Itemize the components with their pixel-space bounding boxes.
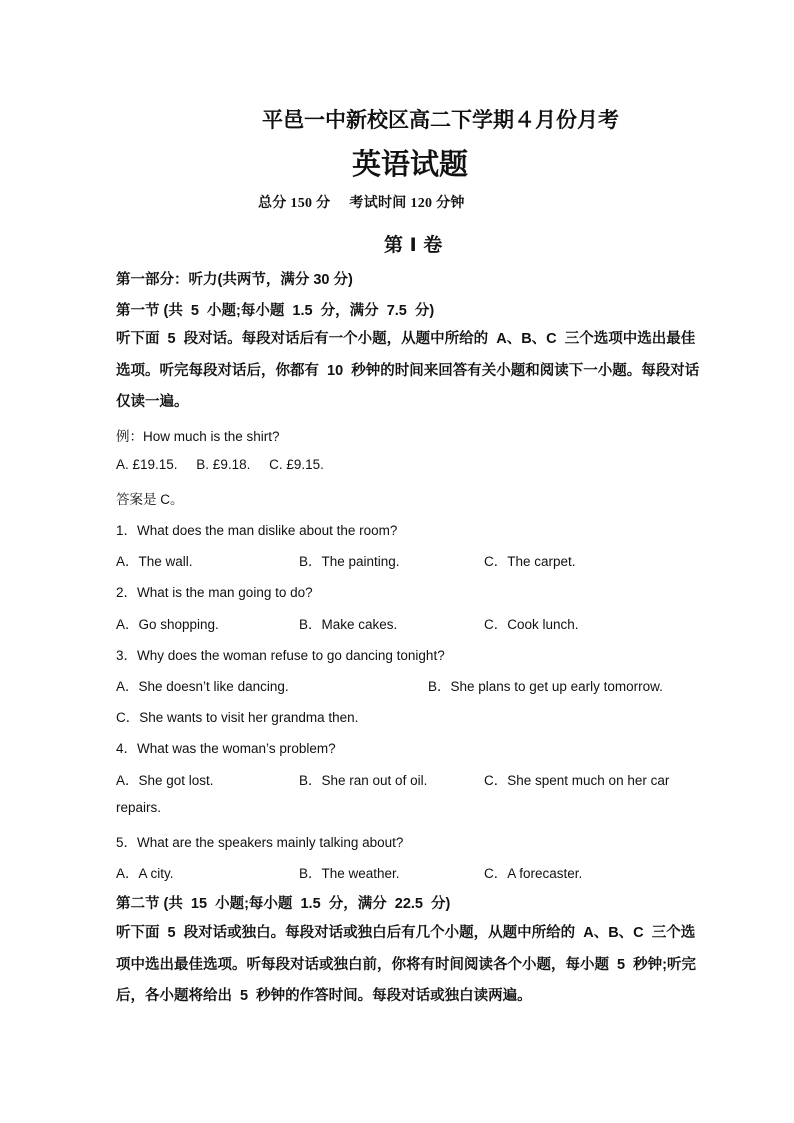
option-b: B．The painting. (299, 554, 400, 569)
option-c: C．A forecaster. (484, 866, 583, 881)
volume-title: 第 Ⅰ 卷 (384, 234, 443, 256)
school-title: 平邑一中新校区高二下学期４月份月考 (262, 108, 619, 132)
question-stem: 1．What does the man dislike about the room? (116, 523, 398, 538)
example-answer: 答案是 C。 (116, 492, 184, 507)
option-c-continued: repairs. (116, 800, 162, 815)
part1-heading: 第一部分：听力(共两节，满分 30 分) (116, 272, 353, 288)
option-c: C．Cook lunch. (484, 617, 579, 632)
option-b: B．She ran out of oil. (299, 773, 428, 788)
section1-heading: 第一节 (共 5 小题;每小题 1.5 分，满分 7.5 分) (116, 303, 435, 319)
option-c: C．She wants to visit her grandma then. (116, 710, 359, 725)
example-options: A. £19.15. B. £9.18. C. £9.15. (116, 457, 324, 472)
score-time-info: 总分 150 分 考试时间 120 分钟 (258, 196, 465, 211)
question-stem: 5．What are the speakers mainly talking about? (116, 835, 404, 850)
subject-title: 英语试题 (352, 147, 469, 181)
question-stem: 3．Why does the woman refuse to go dancing tonight? (116, 648, 445, 663)
option-a: A．She got lost. (116, 773, 214, 788)
option-b: B．The weather. (299, 866, 400, 881)
section1-instructions: 听下面 5 段对话。每段对话后有一个小题，从题中所给的 A、B、C 三个选项中选出最佳选项。听完每段对话后，你都有 10 秒钟的时间来回答有关小题和阅读下一小题。每段对话仅读一遍。 (116, 331, 700, 410)
question-stem: 4．What was the woman’s problem? (116, 741, 336, 756)
option-a: A．Go shopping. (116, 617, 219, 632)
option-a: A．She doesn’t like dancing. (116, 679, 289, 694)
section2-instructions: 听下面 5 段对话或独白。每段对话或独白后有几个小题，从题中所给的 A、B、C 三个选项中选出最佳选项。听每段对话或独白前，你将有时间阅读各个小题，每小题 5 秒钟;听完后，各小题将给出 5 秒钟的作答时间。每段对话或独白读两遍。 (116, 925, 697, 1004)
option-a: A．The wall. (116, 554, 193, 569)
option-b: B．She plans to get up early tomorrow. (428, 679, 663, 694)
option-b: B．Make cakes. (299, 617, 398, 632)
section2-heading: 第二节 (共 15 小题;每小题 1.5 分，满分 22.5 分) (116, 896, 451, 912)
option-c: C．The carpet. (484, 554, 576, 569)
example-question: 例：How much is the shirt? (116, 429, 280, 444)
option-a: A．A city. (116, 866, 174, 881)
question-stem: 2．What is the man going to do? (116, 585, 313, 600)
option-c: C．She spent much on her car (484, 773, 670, 788)
